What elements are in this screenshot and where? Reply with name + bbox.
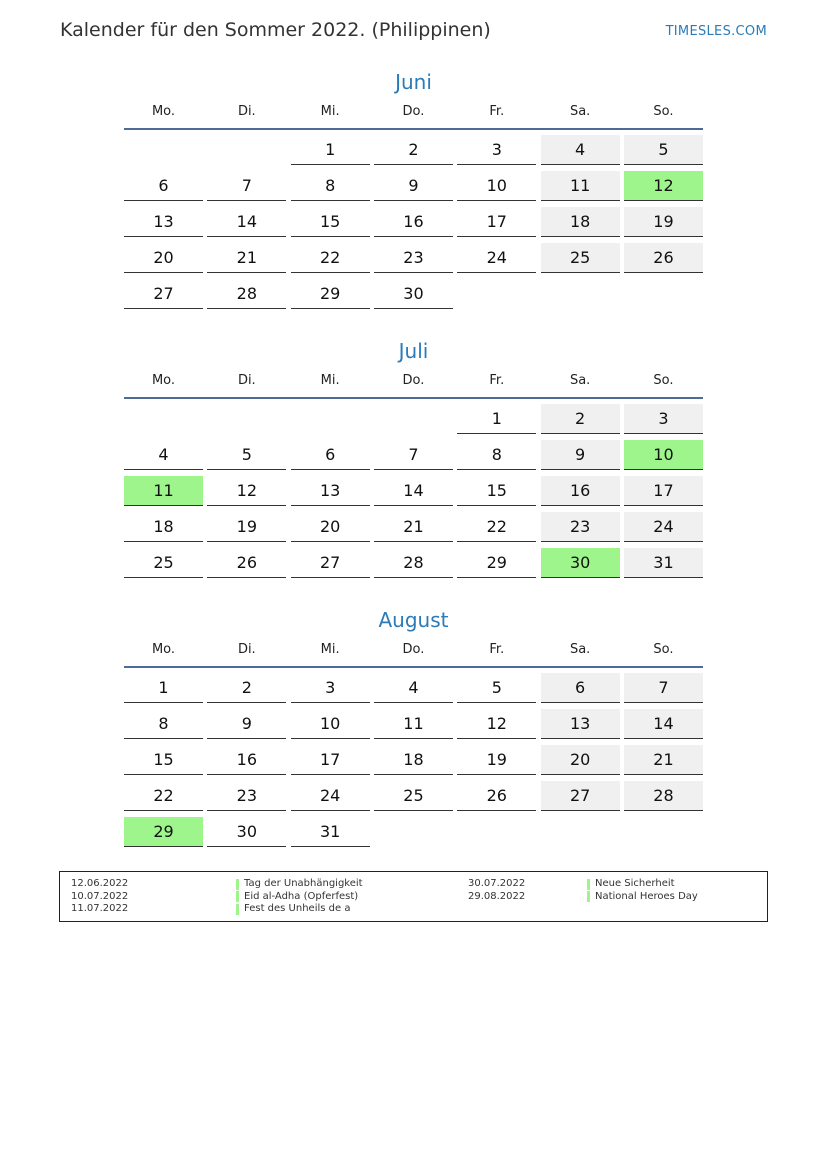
weekday-label: Do. [402, 642, 425, 657]
weekday-label: Mo. [151, 373, 176, 388]
week-row [124, 781, 703, 817]
empty-day-cell [457, 817, 536, 847]
day-cell[interactable]: 2 [541, 404, 620, 434]
legend-date: 29.08.2022 [468, 890, 526, 902]
day-cell[interactable]: 16 [207, 745, 286, 775]
day-cell[interactable]: 11 [374, 709, 453, 739]
day-cell[interactable]: 2 [207, 673, 286, 703]
legend-holiday-name: Eid al-Adha (Opferfest) [244, 890, 359, 902]
day-cell[interactable]: 1 [291, 135, 370, 165]
day-cell[interactable]: 14 [374, 476, 453, 506]
day-cell[interactable]: 5 [207, 440, 286, 470]
holiday-color-marker [236, 891, 239, 902]
empty-day-cell [124, 404, 203, 434]
day-cell[interactable]: 19 [624, 207, 703, 237]
day-cell[interactable]: 15 [291, 207, 370, 237]
weekday-label: Mi. [320, 104, 340, 119]
day-cell[interactable]: 30 [207, 817, 286, 847]
header-divider [124, 397, 703, 399]
day-cell[interactable]: 16 [541, 476, 620, 506]
week-row [124, 709, 703, 745]
empty-day-cell [624, 817, 703, 847]
day-cell[interactable]: 4 [541, 135, 620, 165]
holiday-day-cell[interactable]: 12 [624, 171, 703, 201]
day-cell[interactable]: 15 [124, 745, 203, 775]
week-row [124, 673, 703, 709]
brand-link[interactable]: TIMESLES.COM [665, 24, 767, 39]
month-name: Juni [395, 70, 432, 94]
day-cell[interactable]: 15 [457, 476, 536, 506]
empty-day-cell [124, 135, 203, 165]
week-row [124, 745, 703, 781]
weekday-label: So. [653, 642, 674, 657]
weekday-label: Fr. [489, 642, 505, 657]
holiday-color-marker [236, 879, 239, 890]
day-cell[interactable]: 11 [541, 171, 620, 201]
day-cell[interactable]: 21 [624, 745, 703, 775]
day-cell[interactable]: 20 [291, 512, 370, 542]
day-cell[interactable]: 6 [124, 171, 203, 201]
weekday-label: Mi. [320, 373, 340, 388]
week-row [124, 171, 703, 207]
day-cell[interactable]: 8 [124, 709, 203, 739]
day-cell[interactable]: 19 [457, 745, 536, 775]
month-name: Juli [398, 339, 429, 363]
week-row [124, 279, 703, 315]
day-cell[interactable]: 24 [291, 781, 370, 811]
weekday-label: Sa. [569, 642, 591, 657]
day-cell[interactable]: 18 [374, 745, 453, 775]
day-cell[interactable]: 10 [457, 171, 536, 201]
holiday-color-marker [236, 904, 239, 915]
legend-date: 11.07.2022 [71, 903, 129, 914]
day-cell[interactable]: 31 [291, 817, 370, 847]
weekday-label: Do. [402, 373, 425, 388]
day-cell[interactable]: 27 [124, 279, 203, 309]
day-cell[interactable]: 5 [624, 135, 703, 165]
day-cell[interactable]: 6 [541, 673, 620, 703]
holiday-day-cell[interactable]: 29 [124, 817, 203, 847]
weekday-header [124, 369, 703, 397]
weekday-label: Di. [237, 104, 256, 119]
day-cell[interactable]: 20 [124, 243, 203, 273]
day-cell[interactable]: 27 [541, 781, 620, 811]
day-cell[interactable]: 12 [207, 476, 286, 506]
week-row [124, 548, 703, 584]
day-cell[interactable]: 9 [541, 440, 620, 470]
weekday-label: Di. [237, 373, 256, 388]
day-cell[interactable]: 25 [541, 243, 620, 273]
week-row [124, 207, 703, 243]
day-cell[interactable]: 29 [457, 548, 536, 578]
page-title: Kalender für den Sommer 2022. (Philippinen) [60, 19, 491, 41]
day-cell[interactable]: 3 [624, 404, 703, 434]
week-row [124, 817, 703, 853]
weekday-label: Fr. [489, 373, 505, 388]
day-cell[interactable]: 9 [207, 709, 286, 739]
week-row [124, 243, 703, 279]
day-cell[interactable]: 20 [541, 745, 620, 775]
weekday-label: Mi. [320, 642, 340, 657]
empty-day-cell [624, 279, 703, 309]
holiday-day-cell[interactable]: 30 [541, 548, 620, 578]
day-cell[interactable]: 3 [457, 135, 536, 165]
holiday-day-cell[interactable]: 10 [624, 440, 703, 470]
month-juli [124, 337, 703, 584]
day-cell[interactable]: 26 [457, 781, 536, 811]
day-cell[interactable]: 19 [207, 512, 286, 542]
legend-holiday-name: Neue Sicherheit [595, 878, 675, 889]
legend-holiday-name: Fest des Unheils de a [244, 903, 351, 914]
day-cell[interactable]: 12 [457, 709, 536, 739]
header-divider [124, 128, 703, 130]
weekday-label: Do. [402, 104, 425, 119]
weekday-header [124, 638, 703, 666]
day-cell[interactable]: 23 [541, 512, 620, 542]
day-cell[interactable]: 5 [457, 673, 536, 703]
day-cell[interactable]: 24 [624, 512, 703, 542]
legend-date: 30.07.2022 [468, 878, 526, 889]
week-row [124, 135, 703, 171]
weekday-label: So. [653, 104, 674, 119]
month-august [124, 606, 703, 853]
day-cell[interactable]: 13 [291, 476, 370, 506]
day-cell[interactable]: 8 [291, 171, 370, 201]
day-cell[interactable]: 14 [624, 709, 703, 739]
day-cell[interactable]: 7 [374, 440, 453, 470]
weekday-label: Mo. [151, 104, 176, 119]
day-cell[interactable]: 17 [291, 745, 370, 775]
week-row [124, 512, 703, 548]
day-cell[interactable]: 22 [457, 512, 536, 542]
day-cell[interactable]: 13 [124, 207, 203, 237]
day-cell[interactable]: 24 [457, 243, 536, 273]
day-cell[interactable]: 3 [291, 673, 370, 703]
day-cell[interactable]: 22 [291, 243, 370, 273]
day-cell[interactable]: 21 [207, 243, 286, 273]
empty-day-cell [374, 817, 453, 847]
day-cell[interactable]: 26 [624, 243, 703, 273]
holiday-color-marker [587, 891, 590, 902]
weekday-header [124, 100, 703, 128]
day-cell[interactable]: 7 [624, 673, 703, 703]
empty-day-cell [541, 279, 620, 309]
day-cell[interactable]: 1 [457, 404, 536, 434]
day-cell[interactable]: 26 [207, 548, 286, 578]
day-cell[interactable]: 28 [207, 279, 286, 309]
day-cell[interactable]: 30 [374, 279, 453, 309]
day-cell[interactable]: 6 [291, 440, 370, 470]
empty-day-cell [207, 404, 286, 434]
week-row [124, 440, 703, 476]
day-cell[interactable]: 27 [291, 548, 370, 578]
day-cell[interactable]: 22 [124, 781, 203, 811]
weekday-label: So. [653, 373, 674, 388]
day-cell[interactable]: 28 [374, 548, 453, 578]
empty-day-cell [207, 135, 286, 165]
legend-date: 12.06.2022 [71, 878, 129, 889]
day-cell[interactable]: 21 [374, 512, 453, 542]
empty-day-cell [291, 404, 370, 434]
day-cell[interactable]: 17 [457, 207, 536, 237]
day-cell[interactable]: 23 [207, 781, 286, 811]
week-row [124, 476, 703, 512]
legend-holiday-name: National Heroes Day [595, 890, 698, 902]
month-juni [124, 68, 703, 315]
empty-day-cell [457, 279, 536, 309]
legend-holiday-name: Tag der Unabhängigkeit [244, 878, 363, 889]
day-cell[interactable]: 4 [374, 673, 453, 703]
week-row [124, 404, 703, 440]
day-cell[interactable]: 13 [541, 709, 620, 739]
day-cell[interactable]: 14 [207, 207, 286, 237]
day-cell[interactable]: 28 [624, 781, 703, 811]
day-cell[interactable]: 9 [374, 171, 453, 201]
weekday-label: Mo. [151, 642, 176, 657]
legend-date: 10.07.2022 [71, 890, 129, 902]
day-cell[interactable]: 4 [124, 440, 203, 470]
empty-day-cell [541, 817, 620, 847]
header-divider [124, 666, 703, 668]
empty-day-cell [374, 404, 453, 434]
day-cell[interactable]: 10 [291, 709, 370, 739]
day-cell[interactable]: 31 [624, 548, 703, 578]
day-cell[interactable]: 18 [541, 207, 620, 237]
day-cell[interactable]: 25 [124, 548, 203, 578]
day-cell[interactable]: 23 [374, 243, 453, 273]
weekday-label: Fr. [489, 104, 505, 119]
day-cell[interactable]: 25 [374, 781, 453, 811]
day-cell[interactable]: 8 [457, 440, 536, 470]
weekday-label: Sa. [569, 373, 591, 388]
day-cell[interactable]: 29 [291, 279, 370, 309]
month-name: August [378, 608, 449, 632]
holiday-legend [59, 871, 768, 922]
day-cell[interactable]: 7 [207, 171, 286, 201]
weekday-label: Di. [237, 642, 256, 657]
holiday-color-marker [587, 879, 590, 890]
weekday-label: Sa. [569, 104, 591, 119]
day-cell[interactable]: 16 [374, 207, 453, 237]
day-cell[interactable]: 18 [124, 512, 203, 542]
day-cell[interactable]: 17 [624, 476, 703, 506]
day-cell[interactable]: 2 [374, 135, 453, 165]
day-cell[interactable]: 1 [124, 673, 203, 703]
holiday-day-cell[interactable]: 11 [124, 476, 203, 506]
